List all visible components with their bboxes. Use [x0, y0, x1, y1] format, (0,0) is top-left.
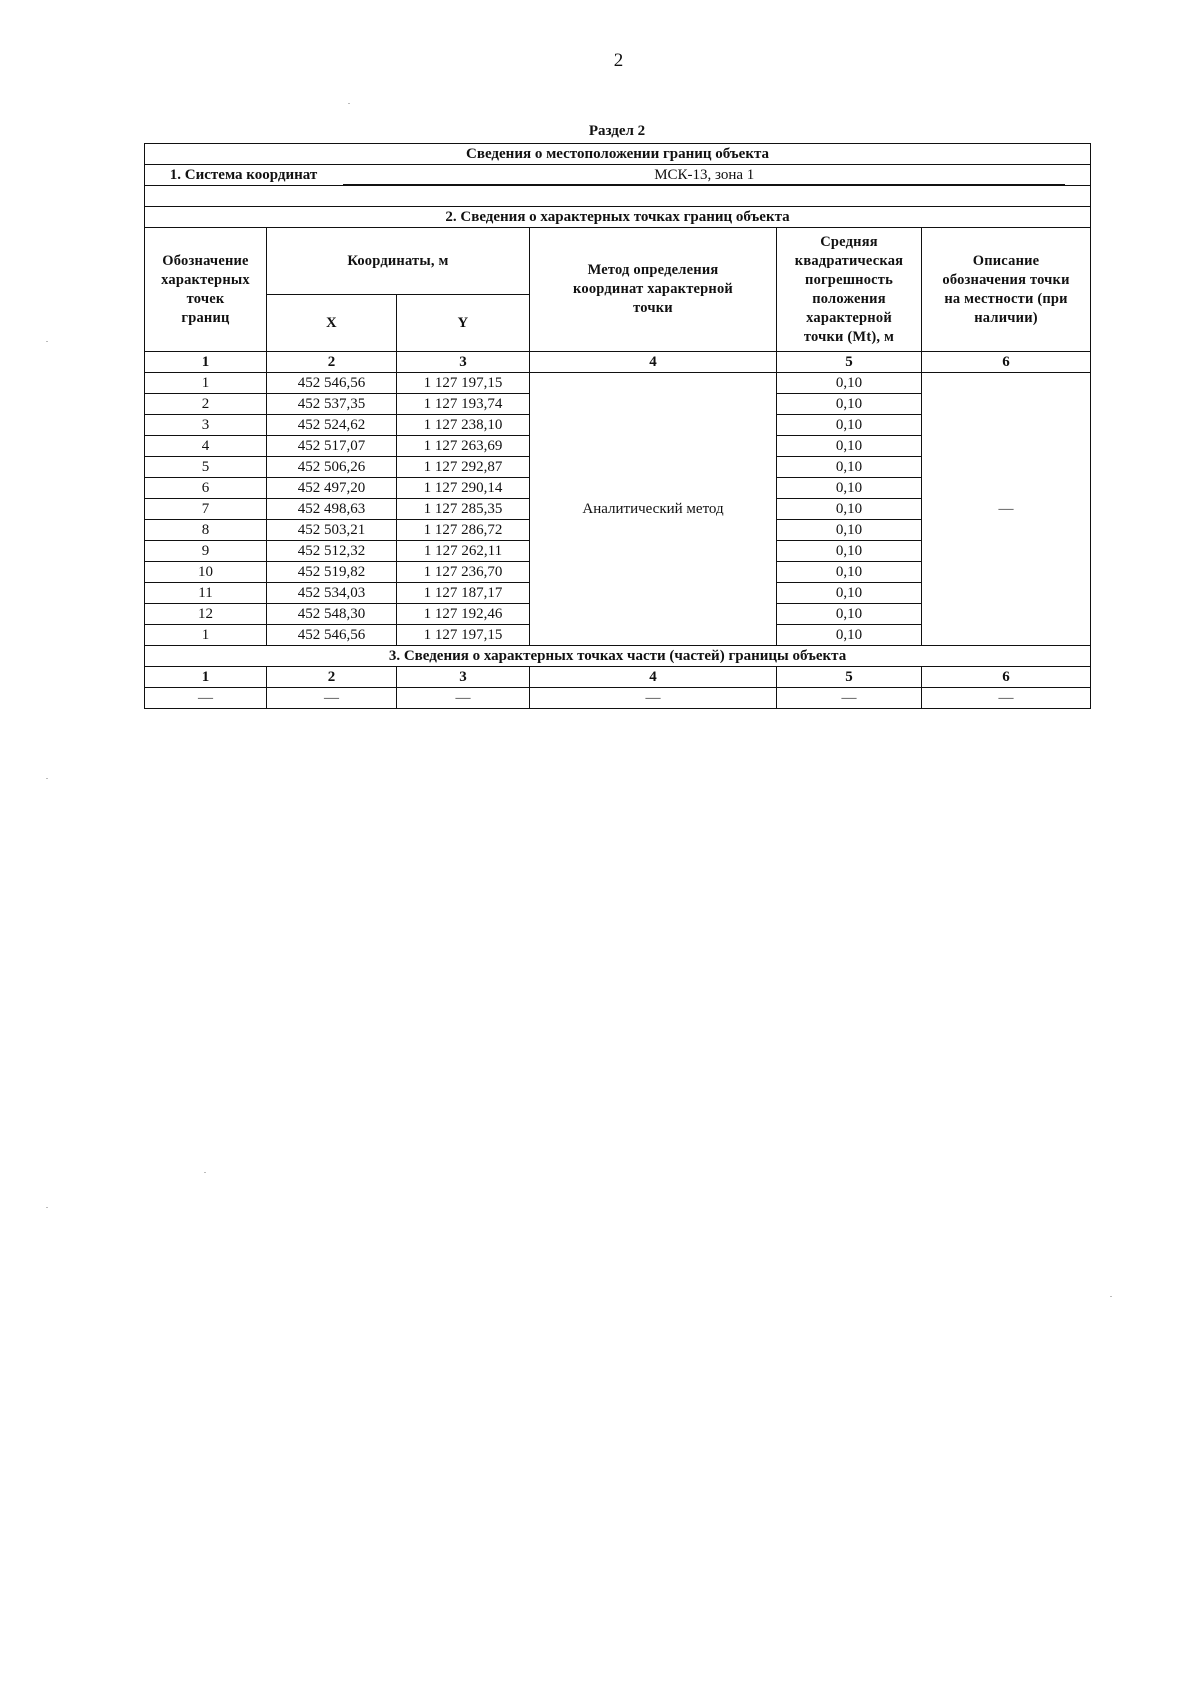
point-y: 1 127 197,15 — [397, 373, 530, 394]
coord-system-value: МСК-13, зона 1 — [343, 166, 1065, 185]
point-accuracy: 0,10 — [777, 457, 922, 478]
point-x: 452 534,03 — [267, 583, 397, 604]
header-method-line: Метод определения — [587, 262, 719, 278]
point-accuracy: 0,10 — [777, 436, 922, 457]
point-accuracy: 0,10 — [777, 499, 922, 520]
point-number: 4 — [145, 436, 267, 457]
point-accuracy: 0,10 — [777, 583, 922, 604]
boundary-table — [144, 143, 1091, 709]
header-accuracy — [777, 228, 922, 352]
header-description-line: на местности (при — [944, 290, 1068, 307]
point-row — [145, 373, 1091, 394]
parts-heading-row — [145, 646, 1091, 667]
scan-speck — [204, 1172, 206, 1173]
header-description-line: наличии) — [974, 309, 1038, 326]
heading-row — [145, 144, 1091, 165]
scan-speck — [46, 341, 48, 342]
column-number: 6 — [922, 352, 1091, 373]
column-number: 6 — [922, 667, 1091, 688]
point-y: 1 127 292,87 — [397, 457, 530, 478]
column-number: 3 — [397, 667, 530, 688]
point-number: 1 — [145, 625, 267, 646]
point-accuracy: 0,10 — [777, 520, 922, 541]
header-description-line: обозначения точки — [942, 271, 1070, 288]
parts-cell: — — [145, 688, 267, 709]
point-accuracy: 0,10 — [777, 562, 922, 583]
header-x: X — [267, 295, 397, 352]
point-accuracy: 0,10 — [777, 625, 922, 646]
parts-row — [145, 688, 1091, 709]
column-number: 5 — [777, 667, 922, 688]
point-y: 1 127 285,35 — [397, 499, 530, 520]
point-number: 2 — [145, 394, 267, 415]
point-y: 1 127 263,69 — [397, 436, 530, 457]
point-number: 8 — [145, 520, 267, 541]
point-y: 1 127 290,14 — [397, 478, 530, 499]
method-cell: Аналитический метод — [530, 373, 777, 646]
point-y: 1 127 238,10 — [397, 415, 530, 436]
header-coordinates: Координаты, м — [267, 228, 530, 295]
point-number: 9 — [145, 541, 267, 562]
point-x: 452 512,32 — [267, 541, 397, 562]
point-accuracy: 0,10 — [777, 604, 922, 625]
parts-cell: — — [397, 688, 530, 709]
header-accuracy-line: погрешность — [805, 271, 893, 288]
point-number: 6 — [145, 478, 267, 499]
header-designation-line: границ — [181, 309, 230, 326]
point-x: 452 503,21 — [267, 520, 397, 541]
point-y: 1 127 236,70 — [397, 562, 530, 583]
point-x: 452 524,62 — [267, 415, 397, 436]
point-number: 7 — [145, 499, 267, 520]
column-number: 5 — [777, 352, 922, 373]
header-accuracy-line: положения — [812, 290, 886, 307]
point-accuracy: 0,10 — [777, 541, 922, 562]
point-x: 452 498,63 — [267, 499, 397, 520]
point-y: 1 127 197,15 — [397, 625, 530, 646]
point-number: 1 — [145, 373, 267, 394]
coord-system-label: 1. Система координат — [169, 166, 318, 183]
point-accuracy: 0,10 — [777, 373, 922, 394]
header-designation-line: точек — [186, 290, 225, 307]
section-title: Раздел 2 — [588, 123, 646, 139]
column-number: 2 — [267, 667, 397, 688]
column-number: 3 — [397, 352, 530, 373]
parts-heading: 3. Сведения о характерных точках части (частей) границы объекта — [145, 646, 1091, 667]
point-x: 452 497,20 — [267, 478, 397, 499]
header-y: Y — [397, 295, 530, 352]
header-accuracy-line: точки (Mt), м — [803, 328, 895, 345]
point-x: 452 506,26 — [267, 457, 397, 478]
point-accuracy: 0,10 — [777, 394, 922, 415]
point-y: 1 127 192,46 — [397, 604, 530, 625]
header-description — [922, 228, 1091, 352]
page-number: 2 — [613, 50, 624, 71]
coord-system-row — [145, 165, 1091, 186]
section-heading: Сведения о местоположении границ объекта — [145, 144, 1091, 165]
point-y: 1 127 262,11 — [397, 541, 530, 562]
column-number: 4 — [530, 667, 777, 688]
header-designation — [145, 228, 267, 352]
coord-system-cell — [145, 165, 1091, 186]
point-x: 452 546,56 — [267, 625, 397, 646]
column-number: 2 — [267, 352, 397, 373]
header-accuracy-line: Средняя — [820, 233, 878, 250]
column-numbers-row — [145, 352, 1091, 373]
scan-speck — [348, 103, 350, 104]
point-y: 1 127 187,17 — [397, 583, 530, 604]
point-x: 452 546,56 — [267, 373, 397, 394]
parts-cell: — — [922, 688, 1091, 709]
spacer-cell — [145, 186, 1091, 207]
point-number: 3 — [145, 415, 267, 436]
spacer-row — [145, 186, 1091, 207]
parts-cell: — — [777, 688, 922, 709]
point-x: 452 537,35 — [267, 394, 397, 415]
point-accuracy: 0,10 — [777, 478, 922, 499]
header-designation-line: Обозначение — [162, 252, 249, 269]
header-row-1 — [145, 228, 1091, 295]
point-number: 5 — [145, 457, 267, 478]
header-method — [530, 228, 777, 352]
column-number: 4 — [530, 352, 777, 373]
header-description-line: Описание — [972, 252, 1040, 269]
point-number: 12 — [145, 604, 267, 625]
point-x: 452 548,30 — [267, 604, 397, 625]
parts-numbers-row — [145, 667, 1091, 688]
point-x: 452 517,07 — [267, 436, 397, 457]
header-method-line: точки — [633, 300, 673, 316]
description-cell: — — [922, 373, 1091, 646]
header-accuracy-line: характерной — [806, 309, 892, 326]
header-method-line: координат характерной — [573, 281, 733, 297]
header-designation-line: характерных — [161, 271, 250, 288]
point-y: 1 127 286,72 — [397, 520, 530, 541]
point-x: 452 519,82 — [267, 562, 397, 583]
point-accuracy: 0,10 — [777, 415, 922, 436]
scan-speck — [46, 778, 48, 779]
point-number: 10 — [145, 562, 267, 583]
point-number: 11 — [145, 583, 267, 604]
scan-speck — [46, 1207, 48, 1208]
points-heading: 2. Сведения о характерных точках границ объекта — [145, 207, 1091, 228]
column-number: 1 — [145, 667, 267, 688]
scan-speck — [1110, 1296, 1112, 1297]
point-y: 1 127 193,74 — [397, 394, 530, 415]
header-accuracy-line: квадратическая — [794, 252, 904, 269]
parts-cell: — — [267, 688, 397, 709]
points-heading-row — [145, 207, 1091, 228]
parts-cell: — — [530, 688, 777, 709]
column-number: 1 — [145, 352, 267, 373]
